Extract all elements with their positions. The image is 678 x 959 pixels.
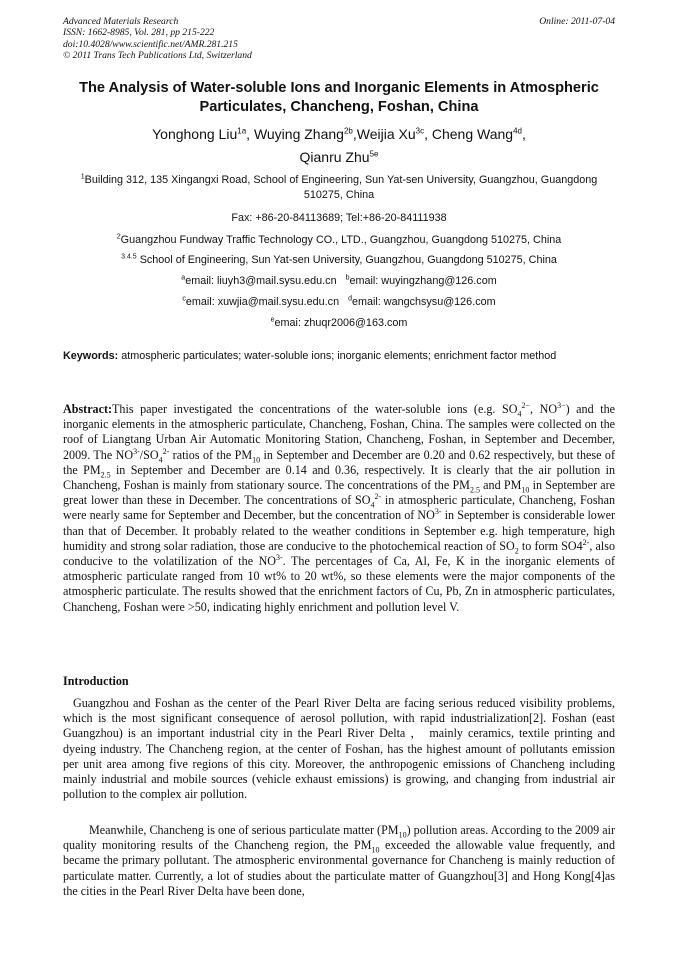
author-name: Yonghong Liu	[152, 126, 238, 142]
abstract-text: in atmospheric particulate, Chancheng, Foshan were nearly same for September and December, but the concentration of NO	[63, 493, 615, 523]
abstract-label: Abstract:	[63, 402, 113, 416]
abstract-text: in September and December are 0.20 and 0.62 respectively, but these of the PM	[63, 447, 615, 477]
affiliation-text: Building 312, 135 Xingangxi Road, School of Engineering, Sun Yat-sen University, Guangzhou, Guangdong 510275, China	[84, 174, 598, 201]
affiliation-3	[63, 253, 615, 268]
email-b: email: wuyingzhang@126.com	[349, 275, 497, 287]
author-name: Weijia Xu	[356, 126, 416, 142]
affiliation-sup: 1	[80, 173, 85, 181]
abstract-text: /SO	[139, 447, 159, 462]
email-line-1	[63, 274, 615, 289]
abstract-text: , also conducive to the volatilization of the NO	[63, 538, 615, 569]
author-separator: ,	[521, 126, 526, 142]
email-sup: e	[270, 316, 275, 324]
paragraph-text: ) pollution areas. According to the 2009 air quality monitoring results of the Chancheng region, the PM	[63, 823, 616, 853]
section-heading-introduction: Introduction	[63, 674, 129, 688]
abstract-text: ratios of the PM	[169, 447, 253, 462]
email-a: email: liuyh3@mail.sysu.edu.cn	[185, 275, 337, 287]
author-sup: 5e	[369, 149, 379, 159]
email-e: emai: zhuqr2006@163.com	[274, 317, 408, 329]
author-sup: 3c	[415, 126, 425, 136]
fax-tel-line: Fax: +86-20-84113689; Tel:+86-20-84111938	[231, 212, 447, 224]
affiliation-1	[63, 173, 615, 203]
abstract-text: to form SO4	[518, 538, 583, 553]
author-separator: ,	[352, 126, 357, 142]
abstract-text: in September are great lower than these in December. The concentrations of SO	[63, 478, 615, 508]
subscript: 2.5	[100, 470, 111, 480]
subscript: 2	[514, 546, 519, 556]
author-sup: 1a	[237, 126, 247, 136]
intro-paragraph-1: Guangzhou and Foshan as the center of the Pearl River Delta are facing serious reduced visibility problems, which is the most significant consequence of aerosol pollution, with rapid industrialization[2]. Foshan (east Guangzhou) is an important industrial city in the Pearl River Delta ， mainly ceramics, textile printing and dyeing industry. The Chancheng region, at the center of Foshan, has the highest amount of pollutants emission per unit area among five regions of this city. Moreover, the anthropogenic emissions of Chancheng including mainly industrial and mobile sources (vehicle exhaust emissions) is growing, and changing from industrial air pollution to the complex air pollution.	[63, 696, 615, 802]
affiliation-text: Guangzhou Fundway Traffic Technology CO., LTD., Guangzhou, Guangdong 510275, China	[120, 234, 562, 246]
email-sup: d	[348, 295, 352, 303]
paragraph-text: Meanwhile, Chancheng is one of serious particulate matter (PM	[89, 823, 399, 837]
superscript: 2-	[374, 492, 382, 502]
affiliation-text: School of Engineering, Sun Yat-sen University, Guangzhou, Guangdong 510275, China	[136, 254, 557, 266]
subscript: 4	[370, 500, 375, 510]
paragraph-text: exceeded the allowable value frequently, and became the primary pollutant. The atmospheric environmental governance for Chancheng is mainly reduction of particulate matter. Currently, a lot of studies about the particulate matter of Guangzhou[3] and Hong Kong[4]as the cities in the Pearl River Delta have been done,	[63, 838, 615, 898]
subscript: 10	[371, 845, 380, 855]
email-c: email: xuwjia@mail.sysu.edu.cn	[185, 296, 340, 308]
author-name: Cheng Wang	[431, 126, 514, 142]
subscript: 4	[517, 409, 522, 419]
abstract-text: in September is considerable lower than that of December. It probably related to the weather conditions in September e.g. high temperature, high humidity and strong solar radiation, those are conducive to the photochemical reaction of SO	[63, 508, 615, 553]
superscript: 2-	[582, 537, 590, 547]
author-name: Wuying Zhang	[253, 126, 344, 142]
superscript: 3-	[276, 553, 283, 562]
abstract	[63, 402, 615, 615]
affiliation-2	[63, 233, 615, 248]
author-separator: ,	[246, 126, 254, 142]
abstract-text: This paper investigated the concentrations of the water-soluble ions (e.g. SO	[112, 402, 518, 416]
copyright-line: © 2011 Trans Tech Publications Ltd, Switzerland	[63, 50, 252, 62]
subscript: 10	[521, 485, 530, 495]
keywords-text: atmospheric particulates; water-soluble ions; inorganic elements; enrichment factor method	[118, 350, 557, 362]
superscript: 3-	[133, 446, 140, 456]
abstract-text: ) and the inorganic elements in the atmospheric particulate, Chancheng, Foshan, China. The samples were collected on the roof of Liangtang Urban Air Automatic Monitoring Station, Chancheng, Foshan, in September and December, 2009. The NO	[63, 402, 616, 462]
journal-name: Advanced Materials Research	[63, 16, 179, 27]
abstract-text: , NO	[529, 402, 558, 416]
subscript: 10	[398, 830, 407, 840]
abstract-text: and PM	[479, 478, 522, 493]
email-d: email: wangchsysu@126.com	[352, 296, 496, 308]
subscript: 10	[252, 455, 261, 465]
email-sup: c	[182, 295, 186, 303]
doi-line: doi:10.4028/www.scientific.net/AMR.281.215	[63, 38, 238, 50]
abstract-text: . The percentages of Ca, Al, Fe, K in the inorganic elements of atmospheric particulate ranged from 10 wt% to 20 wt%, so these elements were the major components of the atmospheric particulate. The results showed that the enrichment factors of Cu, Pb, Zn in atmospheric particulates, Chancheng, Foshan were >50, indicating highly enrichment and pollution level V.	[63, 554, 615, 614]
email-line-3	[63, 316, 615, 331]
abstract-text: in September and December are 0.14 and 0.36, respectively. It is clearly that the air pollution in Chancheng, Foshan is mainly from stationary source. The concentrations of the PM	[63, 462, 616, 493]
keywords	[63, 349, 615, 363]
affiliation-sup: 3.4.5	[121, 253, 137, 261]
online-date: Online: 2011-07-04	[539, 16, 615, 27]
affiliation-sup: 2	[116, 233, 121, 241]
author-separator: ,	[424, 126, 432, 142]
journal-header	[63, 16, 615, 62]
keywords-label: Keywords:	[63, 350, 119, 362]
author-sup: 2b	[343, 126, 353, 136]
email-sup: a	[181, 274, 186, 282]
superscript: 3−	[557, 400, 566, 410]
email-line-2	[63, 295, 615, 310]
paper-title: The Analysis of Water-soluble Ions and Inorganic Elements in Atmospheric Particulates, Chancheng, Foshan, China	[79, 80, 599, 115]
author-sup: 4d	[513, 126, 522, 136]
author-list	[63, 123, 615, 169]
superscript: 2-	[162, 446, 170, 456]
author-name: Qianru Zhu	[299, 149, 370, 165]
email-sup: b	[345, 274, 350, 282]
superscript: 2−	[521, 400, 530, 410]
subscript: 4	[158, 455, 163, 465]
issn-line: ISSN: 1662-8985, Vol. 281, pp 215-222	[63, 27, 215, 39]
intro-paragraph-2	[63, 823, 615, 899]
subscript: 2.5	[469, 485, 480, 495]
superscript: 3-	[434, 507, 442, 517]
